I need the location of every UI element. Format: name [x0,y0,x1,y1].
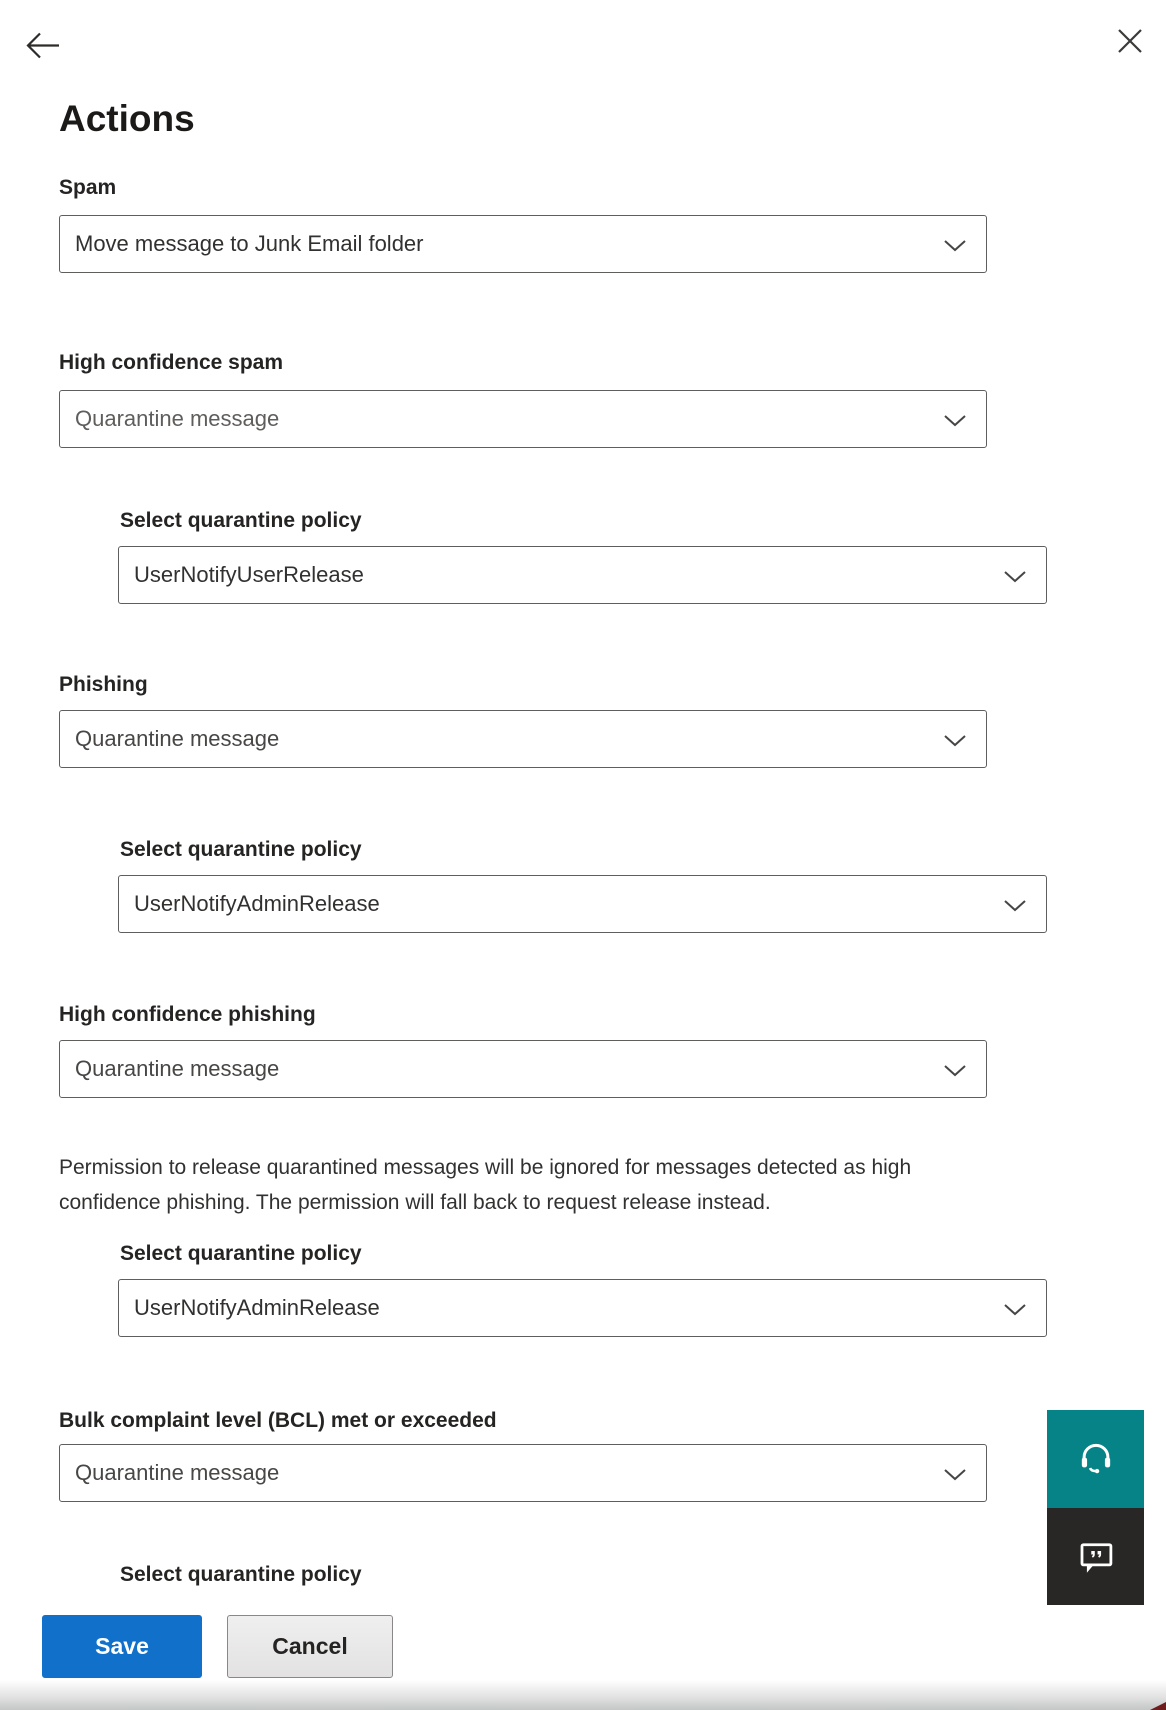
bcl-label: Bulk complaint level (BCL) met or exceeded [59,1409,497,1432]
back-button[interactable] [24,30,62,64]
feedback-button[interactable] [1047,1508,1144,1605]
headset-icon [1075,1438,1117,1480]
dropdown-value: Quarantine message [75,406,280,431]
quarantine-policy-label-3: Select quarantine policy [120,1242,362,1265]
dropdown-value: Quarantine message [75,726,280,751]
dropdown-value: UserNotifyAdminRelease [134,891,380,916]
chevron-down-icon [944,415,966,427]
chevron-down-icon [1004,1304,1026,1316]
quarantine-policy-dropdown-3[interactable] [118,1279,1047,1337]
help-support-button[interactable] [1047,1410,1144,1508]
quarantine-policy-label-1: Select quarantine policy [120,509,362,532]
feedback-icon [1075,1536,1117,1578]
chevron-down-icon [1004,571,1026,583]
chevron-down-icon [944,735,966,747]
spam-action-dropdown[interactable] [59,215,987,273]
chevron-down-icon [944,1469,966,1481]
dropdown-value: UserNotifyAdminRelease [134,1295,380,1320]
high-confidence-spam-action-dropdown[interactable] [59,390,987,448]
chevron-down-icon [944,1065,966,1077]
quarantine-policy-label-4-clipped: Select quarantine policy [120,1563,362,1586]
dropdown-value: Quarantine message [75,1460,280,1485]
dropdown-value: UserNotifyUserRelease [134,562,364,587]
page-title: Actions [59,98,195,139]
actions-panel [59,0,1159,1586]
dropdown-value: Quarantine message [75,1056,280,1081]
dropdown-value: Move message to Junk Email folder [75,231,424,256]
quarantine-policy-dropdown-1[interactable] [118,546,1047,604]
quarantine-policy-dropdown-2[interactable] [118,875,1047,933]
cancel-button-label: Cancel [272,1633,348,1659]
arrow-left-icon [24,30,62,64]
phishing-action-dropdown[interactable] [59,710,987,768]
high-confidence-phishing-note: Permission to release quarantined messages will be ignored for messages detected as high confidence phishing. The permission will fall back to request release instead. [59,1156,912,1214]
save-button-label: Save [95,1633,149,1659]
spam-label: Spam [59,176,117,199]
cancel-button[interactable] [227,1615,393,1678]
phishing-label: Phishing [59,673,148,696]
quarantine-policy-label-2: Select quarantine policy [120,838,362,861]
high-confidence-phishing-action-dropdown[interactable] [59,1040,987,1098]
chevron-down-icon [944,240,966,252]
chevron-down-icon [1004,900,1026,912]
bcl-action-dropdown[interactable] [59,1444,987,1502]
high-confidence-spam-label: High confidence spam [59,351,284,374]
save-button[interactable] [42,1615,202,1678]
page-bottom-edge [0,1680,1166,1710]
high-confidence-phishing-label: High confidence phishing [59,1003,316,1026]
